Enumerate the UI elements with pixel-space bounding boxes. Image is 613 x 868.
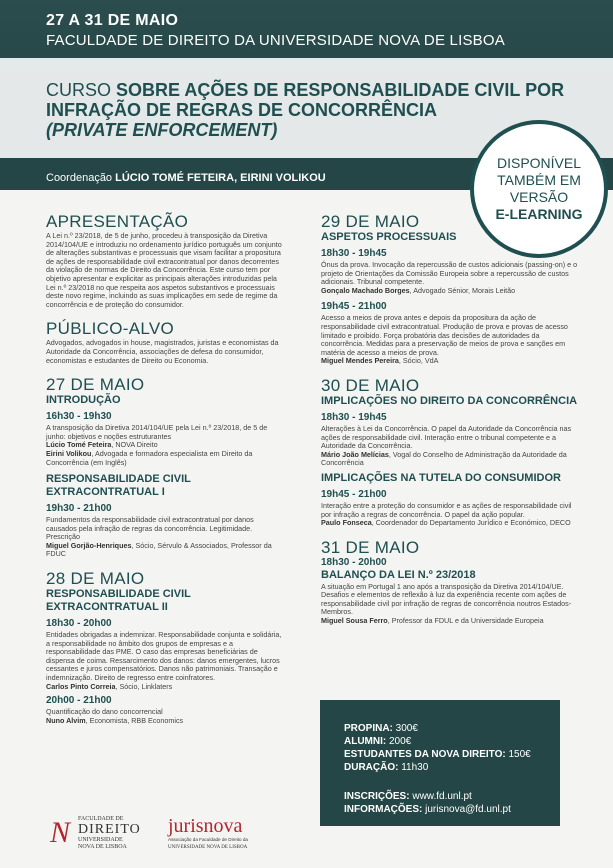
fd-logo-line1: FACULDADE DE [78, 816, 124, 822]
informacoes-email-link[interactable]: jurisnova@fd.unl.pt [425, 804, 511, 815]
event-dates: 27 A 31 DE MAIO [46, 12, 179, 29]
speaker-name: Lúcio Tomé Feteira [46, 440, 112, 450]
day27-s1-text: A transposição da Diretiva 2014/104/UE pela Lei n.º 23/2018, de 5 de junho: objetivos e noções estruturantes [46, 423, 268, 441]
fd-nova-logo [48, 808, 158, 856]
course-title-line1: SOBRE AÇÕES DE RESPONSABILIDADE CIVIL POR [116, 80, 565, 100]
day31-speaker [321, 617, 579, 626]
propina-row [344, 722, 536, 735]
elearning-line1: DISPONÍVEL [496, 155, 582, 171]
day29-s2-time: 19h45 - 21h00 [321, 301, 387, 313]
day28-s1-text: Entidades obrigadas a indemnizar. Responsabilidade conjunta e solidária, a responsabilidade no âmbito dos grupos de empresas e a responsabilidade das PME. O caso das empresas beneficiárias de dispensa de coima. Ressarcimento dos danos: danos emergentes, lucros cessantes e juros compensatórios. Danos não patrimoniais. Transação e indemnização. Direito de regresso entre coinfratores. [46, 630, 282, 683]
publico-text: Advogados, advogados in house, magistrados, juristas e economistas da Autoridade da Concorrência, associações de defesa do consumidor, economistas e estudantes de Direito ou Economia. [46, 338, 279, 365]
apresentacao-heading: APRESENTAÇÃO [46, 212, 189, 231]
course-title-line2: INFRAÇÃO DE REGRAS DE CONCORRÊNCIA [46, 100, 438, 120]
speaker-role: , Advogado Sénior, Morais Leitão [409, 285, 516, 295]
speaker-role: , Advogada e formadora especialista em Direito da Concorrência (em Inglês) [46, 448, 253, 467]
day27-s1-time: 16h30 - 19h30 [46, 411, 112, 423]
day27-s2-speaker [46, 542, 286, 559]
alumni-value: 200€ [389, 736, 412, 747]
speaker-name: Carlos Pinto Correia [46, 681, 116, 691]
speaker-role: , Sócio, Linklaters [115, 681, 173, 691]
alumni-row [344, 735, 536, 748]
day29-title: ASPETOS PROCESSUAIS [321, 231, 457, 243]
duracao-value: 11h30 [401, 762, 429, 773]
day29-s2-speaker [321, 357, 579, 366]
speaker-name: Mário João Melícias [321, 449, 389, 459]
day30-s1-speaker [321, 451, 579, 468]
estudantes-value: 150€ [508, 749, 531, 760]
alumni-label: ALUMNI: [344, 736, 389, 747]
day27-s2-title-1: RESPONSABILIDADE CIVIL [46, 473, 191, 486]
day30-s1-title: IMPLICAÇÕES NO DIREITO DA CONCORRÊNCIA [321, 394, 578, 407]
day31-date: 31 DE MAIO [321, 537, 420, 557]
right-column [321, 212, 579, 626]
fd-logo-line4: NOVA DE LISBOA [78, 844, 127, 850]
day31-time: 18h30 - 20h00 [321, 556, 387, 568]
day27-s2-text: Fundamentos da responsabilidade civil extracontratual por danos causados pela infração de regras da concorrência. Legitimidade. Prescrição [46, 515, 254, 542]
day30-s2-speaker [321, 519, 579, 528]
speaker-name: Miguel Sousa Ferro [321, 616, 388, 626]
informacoes-row [344, 803, 536, 816]
elearning-line2: TAMBÉM EM [497, 172, 581, 188]
speaker-name: Miguel Gorjão-Henriques [46, 540, 132, 550]
coordination-names: LÚCIO TOMÉ FETEIRA, EIRINI VOLIKOU [115, 172, 326, 184]
apresentacao-text: A Lei n.º 23/2018, de 5 de junho, procedeu à transposição da Diretiva 2014/104/UE e introduziu no ordenamento jurídico português um conjunto de alterações substantivas e processuais que visam facilitar a propositura de ações de responsabilidade civil extracontratual por danos decorrentes da violação de normas de Direito da Concorrência. Este curso tem por objetivo apresentar e explicitar as principais alterações introduzidas pela Lei n.º 23/2018 no que respeita aos aspetos substantivos e processuais deste novo regime, incluindo as suas implicações em sede de regime da concorrência e de proteção do consumidor. [46, 231, 282, 309]
fd-logo-line3: UNIVERSIDADE [78, 837, 123, 843]
course-title-subtitle: (PRIVATE ENFORCEMENT) [46, 120, 278, 140]
day27-s1-title: INTRODUÇÃO [46, 394, 121, 407]
speaker-name: Miguel Mendes Pereira [321, 356, 399, 366]
propina-label: PROPINA: [344, 723, 396, 734]
day28-s2-text: Quantificação do dano concorrencial [46, 707, 163, 717]
speaker-role: , Economista, RBB Economics [85, 715, 184, 725]
event-venue: FACULDADE DE DIREITO DA UNIVERSIDADE NOVA DE LISBOA [46, 32, 505, 49]
propina-value: 300€ [395, 723, 418, 734]
day29-s1-text: Ónus da prova. Invocação da repercussão de custos adicionais (passing-on) e o projeto de Orientações da Comissão Europeia sobre a repercussão de custos adicionais. Tribunal competente. [321, 260, 578, 287]
elearning-line3: VERSÃO [509, 189, 569, 205]
left-column [46, 212, 286, 725]
duracao-label: DURAÇÃO: [344, 762, 402, 773]
estudantes-row [344, 748, 536, 761]
svg-text:N: N [50, 816, 71, 849]
day28-title-2: EXTRACONTRATUAL II [46, 601, 168, 614]
day30-date: 30 DE MAIO [321, 375, 420, 395]
day29-date: 29 DE MAIO [321, 212, 420, 231]
day30-s2-time: 19h45 - 21h00 [321, 488, 387, 500]
jurisnova-name: jurisnova [168, 815, 243, 837]
speaker-name: Nuno Alvim [46, 715, 86, 725]
informacoes-label: INFORMAÇÕES: [344, 804, 426, 815]
day31-text: A situação em Portugal 1 ano após a transposição da Diretiva 2014/104/UE. Desafios e elementos de reflexão à luz da experiência recente com ações de responsabilidade civil por infração de regras de concorrência noutros Estados-Membros. [321, 581, 572, 617]
jurisnova-logo [166, 808, 286, 856]
inscricoes-row [344, 790, 536, 803]
inscricoes-link[interactable]: www.fd.unl.pt [412, 791, 472, 802]
speaker-name: Paulo Fonseca [321, 518, 372, 528]
day28-s1-speaker [46, 683, 286, 692]
inscricoes-label: INSCRIÇÕES: [344, 791, 413, 802]
coordination [46, 172, 326, 184]
day30-s2-text: Interação entre a proteção do consumidor e as ações de responsabilidade civil por infração a regras de concorrência. O papel da ação popular. [321, 500, 572, 519]
duracao-row [344, 761, 536, 774]
jurisnova-sub2: UNIVERSIDADE NOVA DE LISBOA [168, 845, 248, 850]
day27-s2-time: 19h30 - 21h00 [46, 503, 112, 515]
day28-date: 28 DE MAIO [46, 569, 145, 589]
day27-s1-speaker2 [46, 450, 286, 467]
course-title [46, 80, 566, 140]
day29-s1-time: 18h30 - 19h45 [321, 248, 387, 259]
fd-logo-line2: DIREITO [78, 822, 141, 837]
day27-date: 27 DE MAIO [46, 375, 145, 395]
estudantes-label: ESTUDANTES DA NOVA DIREITO: [344, 749, 509, 760]
day28-s2-speaker [46, 717, 286, 726]
day29-s1-speaker [321, 287, 579, 296]
speaker-role: , Sócio, Sérvulo & Associados, Professor da FDUC [46, 540, 272, 559]
elearning-line4: E-LEARNING [495, 206, 583, 222]
pricing-box [320, 700, 560, 826]
course-title-prefix: CURSO [46, 80, 117, 100]
speaker-role: , Sócio, VdA [398, 356, 439, 366]
day30-s1-time: 18h30 - 19h45 [321, 411, 387, 423]
day28-s2-time: 20h00 - 21h00 [46, 695, 112, 707]
jurisnova-sub1: Associação da Faculdade de Direito da [168, 837, 248, 842]
day30-s2-title: IMPLICAÇÕES NA TUTELA DO CONSUMIDOR [321, 471, 561, 484]
day31-title: BALANÇO DA LEI N.º 23/2018 [321, 568, 476, 581]
speaker-role: , Vogal do Conselho de Administração da Autoridade da Concorrência [321, 449, 567, 468]
day27-s2-title-2: EXTRACONTRATUAL I [46, 486, 165, 499]
day30-s1-text: Alterações à Lei da Concorrência. O papel da Autoridade da Concorrência nas ações de responsabilidade civil. Interação entre o tribunal competente e a Autoridade da Concorrência. [321, 423, 572, 451]
coordination-label: Coordenação [46, 172, 116, 184]
day28-title-1: RESPONSABILIDADE CIVIL [46, 588, 191, 601]
speaker-role: , Coordenador do Departamento Jurídico e Económico, DECO [371, 518, 571, 528]
speaker-role: , Professor da FDUL e da Universidade Europeia [387, 616, 544, 626]
publico-heading: PÚBLICO-ALVO [46, 319, 174, 339]
speaker-role: , NOVA Direito [111, 440, 158, 450]
speaker-name: Eirini Volikou [46, 448, 92, 458]
day28-s1-time: 18h30 - 20h00 [46, 618, 112, 630]
day29-s2-text: Acesso a meios de prova antes e depois da propositura da ação de responsabilidade civil extracontratual. Produção de prova e provas de acesso limitado e proibido. Força probatória das decisões de autoridades da concorrência. Medidas para a preservação de meios de prova e sanções em matéria de acesso a meios de prova. [321, 313, 568, 357]
speaker-name: Gonçalo Machado Borges [321, 285, 410, 295]
